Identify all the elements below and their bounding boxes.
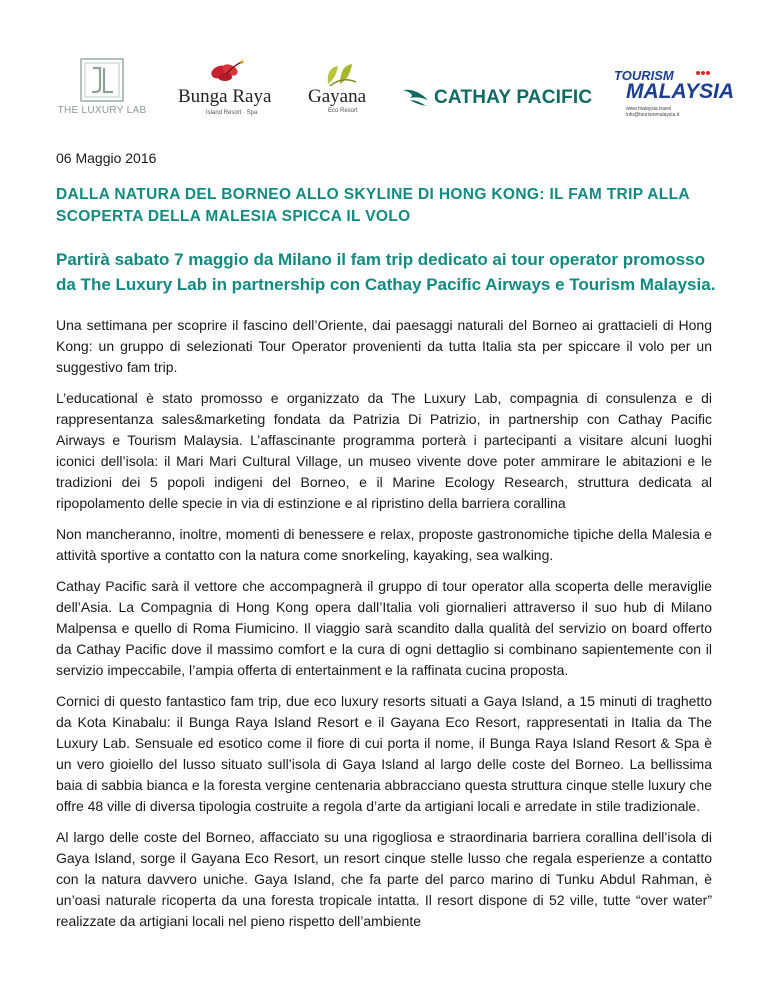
gayana-sub: Eco Resort: [328, 108, 358, 114]
paragraph: Cathay Pacific sarà il vettore che accompagnerà il gruppo di tour operator alla scoperta delle meraviglie dell’Asia. La Compagnia di Hong Kong opera dall’Italia voli giornalieri attraverso il suo hub di Milano Malpensa e quello di Roma Fiumicino. Il viaggio sarà scandito dalla qualità del servizio on board offerto da Cathay Pacific dove il massimo comfort e la cura di ogni dettaglio si combinano sapientemente con il servizio impeccabile, l’ampia offerta di entertainment e la raffinata cucina proposta.: [56, 578, 712, 678]
bunga-raya-name: Bunga Raya: [178, 86, 272, 107]
article-body: [56, 315, 712, 942]
paragraph: Cornici di questo fantastico fam trip, due eco luxury resorts situati a Gaya Island, a 15 minuti di traghetto da Kota Kinabalu: il Bunga Raya Island Resort e il Gayana Eco Resort, rappresentati in Italia da The Luxury Lab. Sensuale ed esotico come il fiore di cui porta il nome, il Bunga Raya Island Resort & Spa è un vero gioiello del lusso situato sull’isola di Gaya Island al largo delle coste del Borneo. La bellissima baia di sabbia bianca e la foresta vergine centenaria abbracciano questa struttura cinque stelle luxury che offre 48 ville di diversa tipologia costruite a regola d’arte da artigiani locali e arredate in stile tradizionale.: [56, 693, 712, 814]
paragraph: Non mancheranno, inoltre, momenti di benessere e relax, proposte gastronomiche tipiche della Malesia e attività sportive a contatto con la natura come snorkeling, kayaking, sea walking.: [56, 526, 712, 563]
tourism-url-2: info@tourismmalaysia.it: [626, 112, 680, 118]
luxury-lab-logo: [56, 58, 148, 124]
gayana-leaf-icon: [322, 62, 362, 88]
cathay-brushwing-icon: [402, 86, 430, 108]
paragraph: L’educational è stato promosso e organizzato da The Luxury Lab, compagnia di consulenza e di rappresentanza sales&marketing fondata da Patrizia Di Patrizio, in partnership con Cathay Pacific Airways e Tourism Malaysia. L’affascinante programma porterà i partecipanti a visitare alcuni luoghi iconici dell’isola: il Mari Mari Cultural Village, un museo vivente dove poter ammirare le abitazioni e le tradizioni dei 5 popoli indigeni del Borneo, e il Marine Ecology Research, struttura dedicata al ripopolamento delle specie in via di estinzione e al ripristino della barriera corallina: [56, 390, 712, 511]
tourism-url-1: www.malaysia.travel: [626, 106, 672, 112]
tourism-line1: TOURISM: [614, 68, 674, 83]
luxury-lab-caption: THE LUXURY LAB: [57, 105, 147, 116]
subheadline: Partirà sabato 7 maggio da Milano il fam trip dedicato ai tour operator promosso da The Luxury Lab in partnership con Cathay Pacific Airways e Tourism Malaysia.: [56, 250, 716, 294]
paragraph: Una settimana per scoprire il fascino dell’Oriente, dai paesaggi naturali del Borneo ai grattacieli di Hong Kong: un gruppo di selezionati Tour Operator provenienti da tutta Italia sta per spiccare il volo per un suggestivo fam trip.: [56, 317, 712, 375]
luxury-lab-emblem-icon: [80, 58, 124, 102]
tourism-dots-icon: [696, 70, 710, 76]
logo-bar: [0, 0, 768, 140]
tourism-line2: MALAYSIA: [626, 80, 735, 103]
headline: DALLA NATURA DEL BORNEO ALLO SKYLINE DI HONG KONG: IL FAM TRIP ALLA SCOPERTA DELLA MALESIA SPICCA IL VOLO: [56, 186, 690, 225]
tourism-urls: [626, 106, 679, 118]
tourism-malaysia-logo: [612, 66, 735, 122]
cathay-pacific-logo: [402, 86, 602, 110]
bunga-raya-sub: Island Resort · Spa: [206, 110, 258, 116]
press-release-date: 06 Maggio 2016: [56, 150, 157, 166]
bunga-raya-logo: [176, 60, 272, 120]
gayana-logo: [306, 62, 378, 122]
cathay-name: CATHAY PACIFIC: [434, 87, 593, 108]
paragraph: Al largo delle coste del Borneo, affacciato su una rigogliosa e straordinaria barriera corallina dell’isola di Gaya Island, sorge il Gayana Eco Resort, un resort cinque stelle lusso che regala esperienze a contatto con la natura davvero uniche. Gaya Island, che fa parte del parco marino di Tunku Abdul Rahman, è un’oasi naturale ricoperta da una foresta tropicale intatta. Il resort dispone di 52 ville, tutte “over water” realizzate da artigiani locali nel pieno rispetto dell’ambiente: [56, 829, 712, 929]
gayana-name: Gayana: [308, 86, 367, 107]
